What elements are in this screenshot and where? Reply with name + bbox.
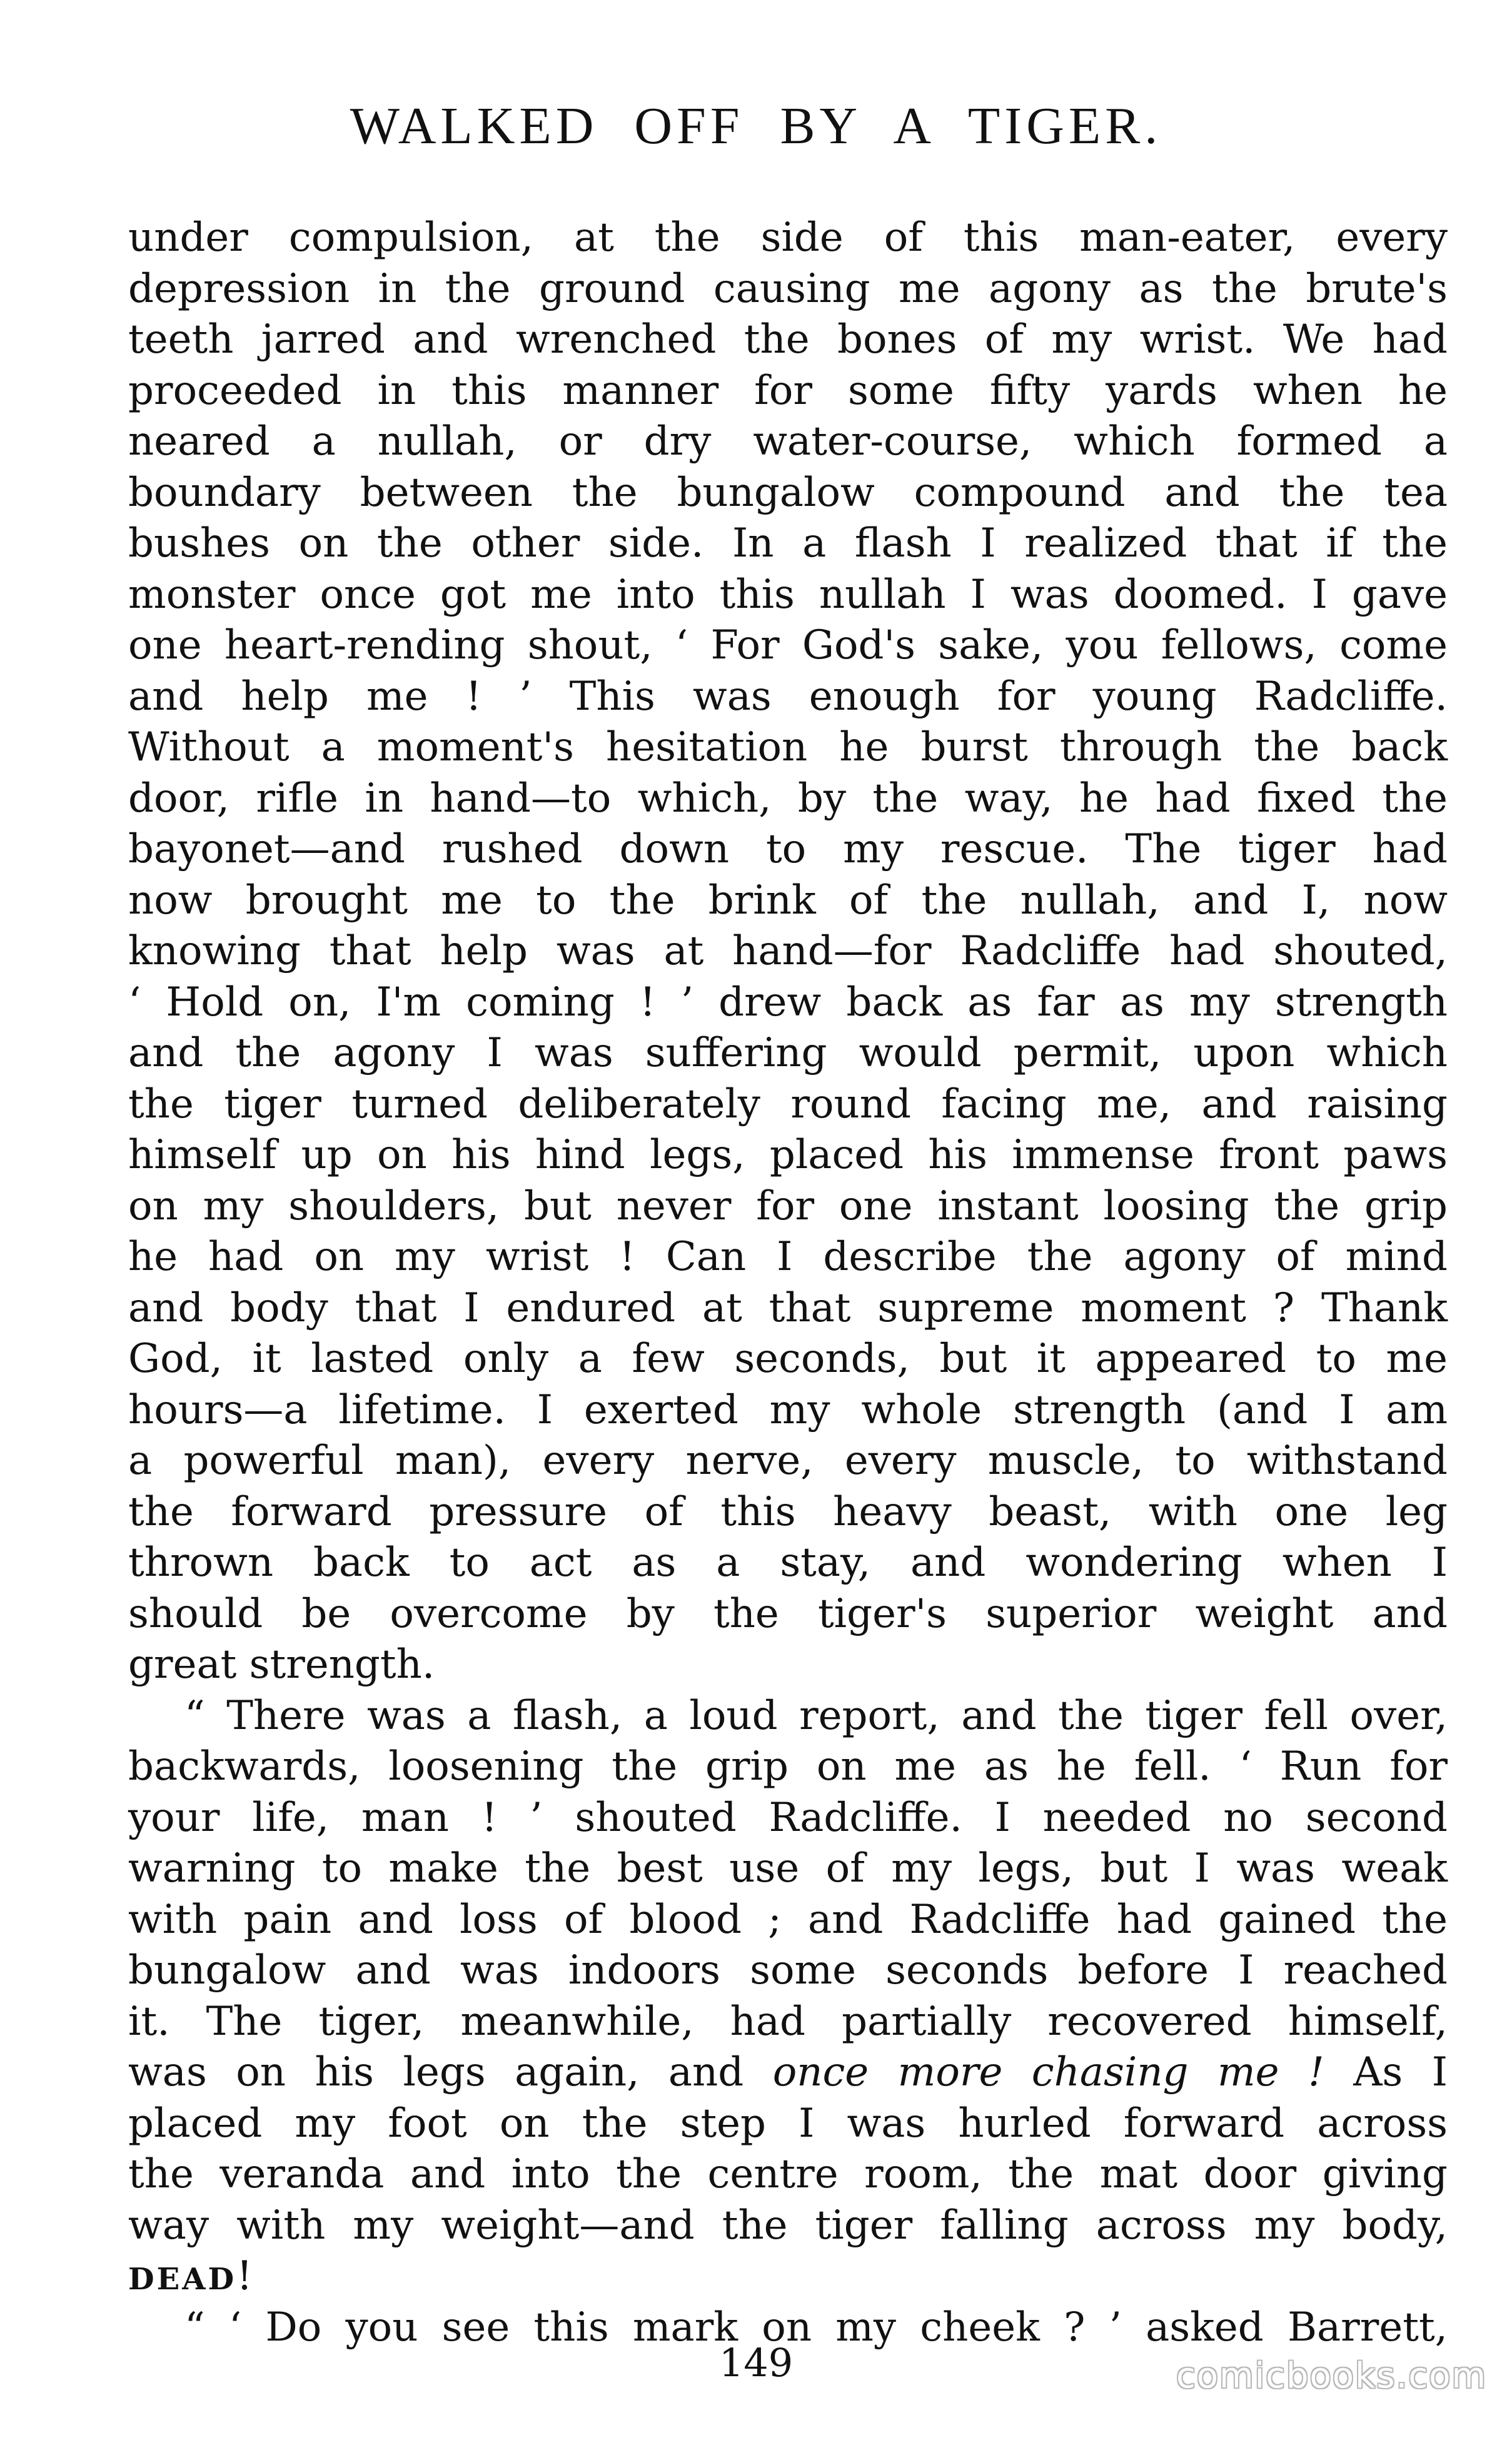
text-line-mixed [128,2251,1448,2302]
text-line: warning to make the best use of my legs, but I was weak [128,1845,1448,1892]
text-line: depression in the ground causing me agony as the brute's [128,265,1448,312]
text-line: your life, man ! ’ shouted Radcliffe. I needed no second [128,1794,1448,1841]
text-line: the forward pressure of this heavy beast, with one leg [128,1488,1448,1535]
text-line: placed my foot on the step I was hurled forward across [128,2100,1448,2147]
text-line: great strength. [128,1641,435,1688]
text-line: and help me ! ’ This was enough for young Radcliffe. [128,673,1448,720]
text-line: bushes on the other side. In a flash I realized that if the [128,520,1448,567]
text-line: hours—a lifetime. I exerted my whole strength (and I am [128,1386,1448,1433]
watermark-logo: comicbooks.com [1176,2356,1487,2396]
text-line: way with my weight—and the tiger falling across my body, [128,2202,1448,2249]
text-line: he had on my wrist ! Can I describe the agony of mind [128,1234,1448,1280]
text-line: proceeded in this manner for some fifty yards when he [128,367,1448,414]
text-line: bayonet—and rushed down to my rescue. The tiger had [128,826,1448,872]
text-line: backwards, loosening the grip on me as he fell. ‘ Run for [128,1743,1448,1790]
text-line: himself up on his hind legs, placed his immense front paws [128,1132,1448,1178]
text-segment: As I [1353,2049,1448,2095]
small-caps-text: DEAD [128,2262,237,2297]
text-line: a powerful man), every nerve, every muscle, to withstand [128,1438,1448,1484]
text-line: “ There was a flash, a loud report, and the tiger fell over, [184,1692,1448,1739]
text-line: with pain and loss of blood ; and Radcliffe had gained the [128,1896,1448,1943]
running-head: WALKED OFF BY A TIGER. [350,97,1162,155]
text-line-mixed [128,2047,1448,2099]
text-line: thrown back to act as a stay, and wondering when I [128,1540,1448,1586]
text-line: monster once got me into this nullah I was doomed. I gave [128,571,1448,618]
text-line: teeth jarred and wrenched the bones of my wrist. We had [128,316,1448,363]
text-line: one heart-rending shout, ‘ For God's sake, you fellows, come [128,622,1448,668]
text-line: “ ‘ Do you see this mark on my cheek ? ’ asked Barrett, [184,2304,1448,2351]
text-line: under compulsion, at the side of this man-eater, every [128,214,1448,261]
text-line: ‘ Hold on, I'm coming ! ’ drew back as far as my strength [128,979,1448,1026]
text-line: the tiger turned deliberately round facing me, and raising [128,1081,1448,1127]
text-line: bungalow and was indoors some seconds before I reached [128,1947,1448,1994]
page-number: 149 [718,2340,794,2386]
text-line: on my shoulders, but never for one instant loosing the grip [128,1182,1448,1229]
text-line: and the agony I was suffering would permit, upon which [128,1030,1448,1076]
text-segment: was on his legs again, and [128,2049,744,2095]
text-line: God, it lasted only a few seconds, but it appeared to me [128,1336,1448,1382]
text-segment: ! [236,2253,253,2299]
text-line: knowing that help was at hand—for Radcliffe had shouted, [128,928,1448,974]
text-line: neared a nullah, or dry water-course, which formed a [128,418,1448,465]
body-text [128,213,1448,2353]
text-line: now brought me to the brink of the nullah, and I, now [128,877,1448,924]
text-line: Without a moment's hesitation he burst through the back [128,724,1448,770]
text-line: the veranda and into the centre room, the mat door giving [128,2151,1448,2197]
text-line: and body that I endured at that supreme moment ? Thank [128,1284,1448,1331]
text-line: should be overcome by the tiger's superior weight and [128,1590,1448,1637]
italic-text: once more chasing me ! [772,2049,1324,2095]
text-line: boundary between the bungalow compound and the tea [128,469,1448,516]
text-line: it. The tiger, meanwhile, had partially recovered himself, [128,1998,1448,2045]
text-line: door, rifle in hand—to which, by the way, he had fixed the [128,775,1448,822]
